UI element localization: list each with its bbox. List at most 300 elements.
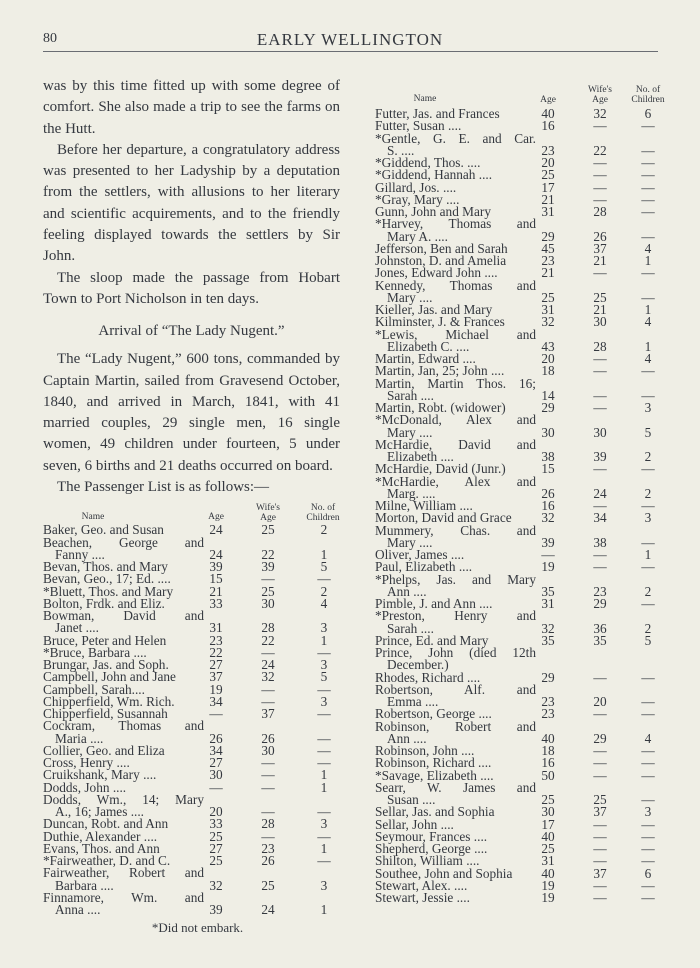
passenger-name: Finnamore, Wm. and xyxy=(43,889,204,905)
passenger-age: 37 xyxy=(209,669,223,685)
passenger-age: 22 xyxy=(209,644,223,660)
passenger-age: — xyxy=(209,706,223,722)
passenger-age: 35 xyxy=(541,632,555,648)
passenger-age: 23 xyxy=(541,142,555,158)
children-count: — xyxy=(317,804,331,820)
passenger-name: Mary A. .... xyxy=(387,228,448,244)
passenger-name: Milne, William .... xyxy=(375,498,473,513)
passenger-table-header xyxy=(375,82,675,108)
passenger-name: Jones, Edward John .... xyxy=(375,265,498,281)
passenger-name: Anna .... xyxy=(55,902,101,918)
passenger-age: 14 xyxy=(541,387,555,403)
body-paragraph: The sloop made the passage from Hobart Town to Port Nicholson in ten days. xyxy=(43,269,340,307)
wife-age: 24 xyxy=(261,902,275,918)
children-count: 4 xyxy=(644,240,652,256)
wife-age: — xyxy=(593,841,607,856)
children-column-header: No. of Children xyxy=(631,85,665,105)
wife-age: 24 xyxy=(261,657,275,673)
passenger-name: Baker, Geo. and Susan xyxy=(43,522,164,538)
children-count: 1 xyxy=(644,253,652,268)
children-count: — xyxy=(641,694,655,709)
wife-age: 25 xyxy=(593,792,607,807)
passenger-name: Futter, Susan .... xyxy=(375,118,462,134)
children-count: 3 xyxy=(320,620,328,636)
passenger-age: 18 xyxy=(541,743,555,758)
wife-age: 35 xyxy=(593,632,607,648)
passenger-age: 31 xyxy=(541,853,555,869)
children-count: 5 xyxy=(320,669,328,685)
passenger-name: Duthie, Alexander .... xyxy=(43,828,158,844)
passenger-row xyxy=(43,534,340,562)
children-count: — xyxy=(641,669,655,685)
children-count: — xyxy=(641,706,655,722)
wife-age: 37 xyxy=(261,706,275,722)
children-count: — xyxy=(317,644,331,660)
passenger-name: Bevan, Geo., 17; Ed. .... xyxy=(43,571,171,587)
wife-age: — xyxy=(593,191,607,207)
passenger-name: December.) xyxy=(387,657,449,673)
passenger-name: Prince, Ed. and Mary xyxy=(375,632,489,648)
passenger-name: *Gentle, G. E. and Car. xyxy=(375,130,536,146)
passenger-age: 23 xyxy=(541,694,555,709)
passenger-age: 24 xyxy=(209,546,223,562)
passenger-age: 25 xyxy=(541,792,555,807)
children-count: — xyxy=(641,498,655,513)
wife-age: — xyxy=(261,571,275,587)
children-count: — xyxy=(317,681,331,697)
children-count: 1 xyxy=(320,767,328,783)
wife-age: 22 xyxy=(261,632,275,648)
wife-age: — xyxy=(261,681,275,697)
children-count: 2 xyxy=(320,583,328,599)
children-count: — xyxy=(641,265,655,281)
wife-age: — xyxy=(593,155,607,170)
wife-age: — xyxy=(593,547,607,562)
passenger-name: Mary .... xyxy=(387,424,433,440)
passenger-age: 31 xyxy=(541,302,555,317)
passenger-age: 35 xyxy=(541,583,555,599)
wife-age: — xyxy=(593,706,607,722)
passenger-name: Prince, John (died 12th xyxy=(375,645,536,660)
passenger-age: 21 xyxy=(209,583,223,599)
passenger-age: — xyxy=(209,779,223,795)
children-count: 3 xyxy=(644,804,652,820)
passenger-name: Johnston, D. and Amelia xyxy=(375,253,507,268)
passenger-age: 34 xyxy=(209,693,223,709)
passenger-row xyxy=(43,610,340,635)
passenger-name: Bevan, Thos. and Mary xyxy=(43,559,168,575)
passenger-name: Stewart, Alex. .... xyxy=(375,877,468,893)
children-count: 5 xyxy=(644,632,652,648)
children-count: 2 xyxy=(320,522,328,538)
passenger-table-header xyxy=(43,502,340,524)
passenger-age: 30 xyxy=(541,804,555,820)
wife-age: — xyxy=(593,167,607,183)
wife-age: 32 xyxy=(261,669,275,685)
passenger-name: Jefferson, Ben and Sarah xyxy=(375,240,508,256)
children-count: 1 xyxy=(320,779,328,795)
name-column-header: Name xyxy=(81,512,105,523)
passenger-age: 27 xyxy=(209,657,223,673)
passenger-name: Campbell, John and Jane xyxy=(43,669,176,685)
wife-age: — xyxy=(593,265,607,281)
passenger-name: Futter, Jas. and Frances xyxy=(375,106,500,121)
children-count: — xyxy=(641,461,655,477)
section-heading: Arrival of “The Lady Nugent.” xyxy=(98,323,285,340)
passenger-name: *Lewis, Michael and xyxy=(375,326,536,342)
passenger-name: Evans, Thos. and Ann xyxy=(43,840,160,856)
running-title: EARLY WELLINGTON xyxy=(256,30,444,49)
wife-age: — xyxy=(261,779,275,795)
passenger-age: 31 xyxy=(541,204,555,219)
passenger-name: Searr, W. James and xyxy=(375,779,536,795)
children-count: 3 xyxy=(320,816,328,832)
name-column-header: Name xyxy=(413,94,437,104)
passenger-name: Janet .... xyxy=(55,620,99,636)
children-count: — xyxy=(641,118,655,134)
wife-age: 36 xyxy=(593,620,607,636)
wife-age: 34 xyxy=(593,510,607,526)
passenger-name: Paul, Elizabeth .... xyxy=(375,559,473,575)
passenger-row xyxy=(375,647,675,672)
passenger-name: Robinson, John .... xyxy=(375,743,475,758)
wife-age: — xyxy=(593,387,607,403)
children-count: 3 xyxy=(320,657,328,673)
passenger-age: 39 xyxy=(209,902,223,918)
passenger-row xyxy=(375,414,675,439)
passenger-name: Ann .... xyxy=(387,730,427,746)
passenger-name: Pimble, J. and Ann .... xyxy=(375,596,493,611)
wife-age: — xyxy=(261,644,275,660)
passenger-age: 29 xyxy=(541,228,555,244)
passenger-name: Dodds, Wm., 14; Mary xyxy=(43,791,204,807)
children-count: — xyxy=(317,755,331,771)
passenger-name: Gunn, John and Mary xyxy=(375,204,491,219)
passenger-age: 20 xyxy=(209,804,223,820)
passenger-age: 17 xyxy=(541,816,555,832)
passenger-age: 33 xyxy=(209,595,223,611)
wife-age: 30 xyxy=(593,424,607,440)
wife-age: 28 xyxy=(593,204,607,219)
wife-age: 22 xyxy=(593,142,607,158)
passenger-name: Bowman, David and xyxy=(43,608,204,624)
passenger-age: 16 xyxy=(541,498,555,513)
wife-age: 28 xyxy=(261,816,275,832)
children-column-header: No. of Children xyxy=(306,503,340,524)
children-count: — xyxy=(641,179,655,195)
children-count: — xyxy=(641,191,655,207)
passenger-age: 25 xyxy=(541,841,555,856)
wife-age: 32 xyxy=(593,106,607,121)
children-count: 1 xyxy=(320,632,328,648)
right-column xyxy=(375,82,675,904)
wife-age: 28 xyxy=(261,620,275,636)
wife-age: 25 xyxy=(261,583,275,599)
passenger-name: Mummery, Chas. and xyxy=(375,522,536,538)
passenger-row xyxy=(375,473,675,501)
children-count: 5 xyxy=(320,559,328,575)
passenger-age: 32 xyxy=(541,510,555,526)
passenger-name: Cross, Henry .... xyxy=(43,755,130,771)
children-count: 2 xyxy=(644,449,652,464)
children-count: — xyxy=(641,853,655,869)
passenger-name: Kennedy, Thomas and xyxy=(375,277,536,293)
children-count: — xyxy=(641,534,655,550)
children-count: — xyxy=(317,706,331,722)
passenger-name: *Giddend, Thos. .... xyxy=(375,155,481,170)
passenger-name: McHardie, David and xyxy=(375,436,536,452)
wife-age: 30 xyxy=(261,595,275,611)
age-column-header: Age xyxy=(208,512,224,523)
passenger-age: 40 xyxy=(541,828,555,844)
children-count: — xyxy=(317,730,331,746)
wife-age: — xyxy=(593,828,607,844)
passenger-row xyxy=(43,889,340,918)
passenger-name: Robinson, Robert and xyxy=(375,718,536,734)
passenger-age: 45 xyxy=(541,240,555,256)
passenger-name: *Savage, Elizabeth .... xyxy=(375,767,494,783)
children-count: — xyxy=(641,890,655,905)
children-count: — xyxy=(641,816,655,832)
children-count: — xyxy=(641,877,655,893)
children-count: — xyxy=(641,142,655,158)
passenger-age: 20 xyxy=(541,155,555,170)
passenger-age: 26 xyxy=(541,485,555,501)
passenger-age: 32 xyxy=(541,314,555,330)
wife-age: — xyxy=(261,755,275,771)
wife-age: — xyxy=(593,179,607,195)
children-count: 1 xyxy=(320,902,328,918)
children-count: 2 xyxy=(644,485,652,501)
passenger-age: 23 xyxy=(209,632,223,648)
passenger-age: 34 xyxy=(209,742,223,758)
wife-age: — xyxy=(261,828,275,844)
passenger-age: 16 xyxy=(541,755,555,771)
passenger-row xyxy=(375,779,675,807)
wife-age: 26 xyxy=(261,730,275,746)
children-count: 1 xyxy=(644,338,652,354)
wife-age: — xyxy=(593,877,607,893)
passenger-name: *McDonald, Alex and xyxy=(375,412,536,428)
children-count: 4 xyxy=(320,595,328,611)
passenger-name: *Fairweather, D. and C. xyxy=(43,853,171,869)
passenger-name: Ann .... xyxy=(387,583,427,599)
passenger-age: 19 xyxy=(541,890,555,905)
passenger-name: Beachen, George and xyxy=(43,534,204,550)
wife-age: 20 xyxy=(593,694,607,709)
passenger-age: 32 xyxy=(541,620,555,636)
passenger-age: 25 xyxy=(209,853,223,869)
passenger-row xyxy=(375,277,675,305)
passenger-row xyxy=(375,571,675,599)
body-paragraph: Before her departure, a congratulatory address was presented to her Ladyship by a deputation from the settlers, with allusions to her literary and scientific acquirements, and to the friendly feeling displayed towards the settlers by Sir John. xyxy=(43,141,340,265)
children-count: — xyxy=(641,596,655,611)
children-count: — xyxy=(641,767,655,783)
wife-age: — xyxy=(593,755,607,771)
footnote: *Did not embark. xyxy=(151,920,244,936)
page-number: 80 xyxy=(43,31,57,46)
passenger-age: 38 xyxy=(541,449,555,464)
passenger-age: 33 xyxy=(209,816,223,832)
passenger-name: Barbara .... xyxy=(55,877,114,893)
children-count: 5 xyxy=(644,424,652,440)
children-count: 1 xyxy=(320,546,328,562)
passenger-age: 50 xyxy=(541,767,555,783)
children-count: — xyxy=(641,828,655,844)
passenger-name: *McHardie, Alex and xyxy=(375,473,536,489)
wife-age-column-header: Wife's Age xyxy=(587,85,612,105)
passenger-list-right xyxy=(375,108,675,904)
wife-age: — xyxy=(593,743,607,758)
children-count: 3 xyxy=(644,510,652,526)
wife-age: 25 xyxy=(261,877,275,893)
passenger-name: Dodds, John .... xyxy=(43,779,127,795)
children-count: 2 xyxy=(644,620,652,636)
passenger-age: 27 xyxy=(209,840,223,856)
wife-age: — xyxy=(593,559,607,575)
passenger-age: 16 xyxy=(541,118,555,134)
passenger-age: 26 xyxy=(209,730,223,746)
passenger-name: Cruikshank, Mary .... xyxy=(43,767,157,783)
children-count: — xyxy=(317,853,331,869)
passenger-name: *Preston, Henry and xyxy=(375,608,536,624)
passenger-name: Southee, John and Sophia xyxy=(375,865,513,881)
passenger-name: Mary .... xyxy=(387,289,433,305)
passenger-age: 15 xyxy=(541,461,555,477)
passenger-row xyxy=(375,718,675,746)
passenger-name: Sarah .... xyxy=(387,620,434,636)
passenger-row xyxy=(375,610,675,635)
wife-age: 38 xyxy=(593,534,607,550)
passenger-name: Shilton, William .... xyxy=(375,853,480,869)
wife-age: 30 xyxy=(261,742,275,758)
wife-age: 29 xyxy=(593,596,607,611)
passenger-row xyxy=(375,892,675,904)
passenger-row xyxy=(43,867,340,892)
passenger-name: S. .... xyxy=(387,142,415,158)
passenger-row xyxy=(375,681,675,709)
passenger-age: 15 xyxy=(209,571,223,587)
children-count: — xyxy=(641,792,655,807)
passenger-name: Chipperfield, Susannah xyxy=(43,706,168,722)
passenger-name: *Phelps, Jas. and Mary xyxy=(375,571,536,587)
passenger-name: Robertson, Alf. and xyxy=(375,681,536,697)
passenger-name: Sarah .... xyxy=(387,387,434,403)
passenger-row xyxy=(375,375,675,403)
children-count: 1 xyxy=(644,547,652,562)
wife-age: — xyxy=(593,351,607,366)
wife-age: 37 xyxy=(593,865,607,881)
passenger-name: A., 16; James .... xyxy=(55,804,145,820)
passenger-list-left xyxy=(43,524,340,916)
body-paragraph: The “Lady Nugent,” 600 tons, commanded by Captain Martin, sailed from Gravesend October, 1840, and arrived in March, 1841, with 41 married couples, 29 single men, 16 single women, 49 children under fourteen, 5 under seven, 6 births and 21 deaths occurred on board. xyxy=(43,351,340,474)
passenger-name: Elizabeth C. .... xyxy=(387,338,470,354)
passenger-name: Bolton, Frdk. and Eliz. xyxy=(43,595,165,611)
wife-age: — xyxy=(593,767,607,783)
passenger-age: 31 xyxy=(541,596,555,611)
children-count: — xyxy=(641,363,655,379)
children-count: — xyxy=(641,559,655,575)
children-count: — xyxy=(317,571,331,587)
passenger-name: Kilminster, J. & Frances xyxy=(375,314,505,330)
children-count: — xyxy=(641,167,655,183)
passenger-name: Emma .... xyxy=(387,694,439,709)
wife-age: 29 xyxy=(593,730,607,746)
wife-age: — xyxy=(593,853,607,869)
children-count: — xyxy=(641,289,655,305)
passenger-name: Sellar, John .... xyxy=(375,816,454,832)
passenger-age: 25 xyxy=(541,167,555,183)
passenger-name: *Harvey, Thomas and xyxy=(375,216,536,232)
passenger-name: Martin, Jan, 25; John .... xyxy=(375,363,505,379)
passenger-name: Shepherd, George .... xyxy=(375,841,488,856)
passenger-name: Duncan, Robt. and Ann xyxy=(43,816,169,832)
children-count: — xyxy=(641,387,655,403)
children-count: — xyxy=(317,828,331,844)
children-count: — xyxy=(641,155,655,170)
passenger-age: 19 xyxy=(541,559,555,575)
passenger-name: Maria .... xyxy=(55,730,104,746)
age-column-header: Age xyxy=(540,95,556,105)
children-count: 4 xyxy=(644,730,652,746)
wife-age: 23 xyxy=(593,583,607,599)
wife-age: — xyxy=(593,400,607,415)
passenger-age: 19 xyxy=(541,877,555,893)
wife-age: — xyxy=(261,804,275,820)
wife-age: — xyxy=(593,118,607,134)
passenger-age: 30 xyxy=(209,767,223,783)
passenger-age: 29 xyxy=(541,669,555,685)
passenger-name: Fairweather, Robert and xyxy=(43,865,204,881)
children-count: 1 xyxy=(320,840,328,856)
children-count: 2 xyxy=(644,583,652,599)
children-count: 3 xyxy=(644,400,652,415)
passenger-name: Campbell, Sarah.... xyxy=(43,681,145,697)
body-paragraph: The Passenger List is as follows:— xyxy=(57,479,270,496)
passenger-name: *Bruce, Barbara .... xyxy=(43,644,147,660)
children-count: 6 xyxy=(644,106,652,121)
wife-age: 30 xyxy=(593,314,607,330)
passenger-name: Kieller, Jas. and Mary xyxy=(375,302,493,317)
passenger-age: 43 xyxy=(541,338,555,354)
passenger-row xyxy=(375,522,675,550)
wife-age: — xyxy=(593,890,607,905)
passenger-name: Morton, David and Grace xyxy=(375,510,512,526)
passenger-name: Robertson, George .... xyxy=(375,706,492,722)
children-count: — xyxy=(641,204,655,219)
body-paragraph: was by this time fitted up with some degree of comfort. She also made a trip to see the farms on the Hutt. xyxy=(43,78,340,137)
children-count: — xyxy=(641,755,655,771)
passenger-age: 24 xyxy=(209,522,223,538)
wife-age: — xyxy=(593,498,607,513)
passenger-row xyxy=(375,436,675,464)
passenger-name: Collier, Geo. and Eliza xyxy=(43,742,165,758)
passenger-age: 23 xyxy=(541,706,555,722)
wife-age: 39 xyxy=(261,559,275,575)
passenger-name: Chipperfield, Wm. Rich. xyxy=(43,693,175,709)
wife-age: 37 xyxy=(593,804,607,820)
wife-age: 28 xyxy=(593,338,607,354)
passenger-name: Gillard, Jos. .... xyxy=(375,179,457,195)
passenger-name: Cockram, Thomas and xyxy=(43,718,204,734)
wife-age: 24 xyxy=(593,485,607,501)
passenger-name: Martin, Edward .... xyxy=(375,351,476,366)
passenger-name: Stewart, Jessie .... xyxy=(375,890,470,905)
wife-age: 21 xyxy=(593,253,607,268)
children-count: 1 xyxy=(644,302,652,317)
passenger-name: Bruce, Peter and Helen xyxy=(43,632,167,648)
wife-age: 23 xyxy=(261,840,275,856)
